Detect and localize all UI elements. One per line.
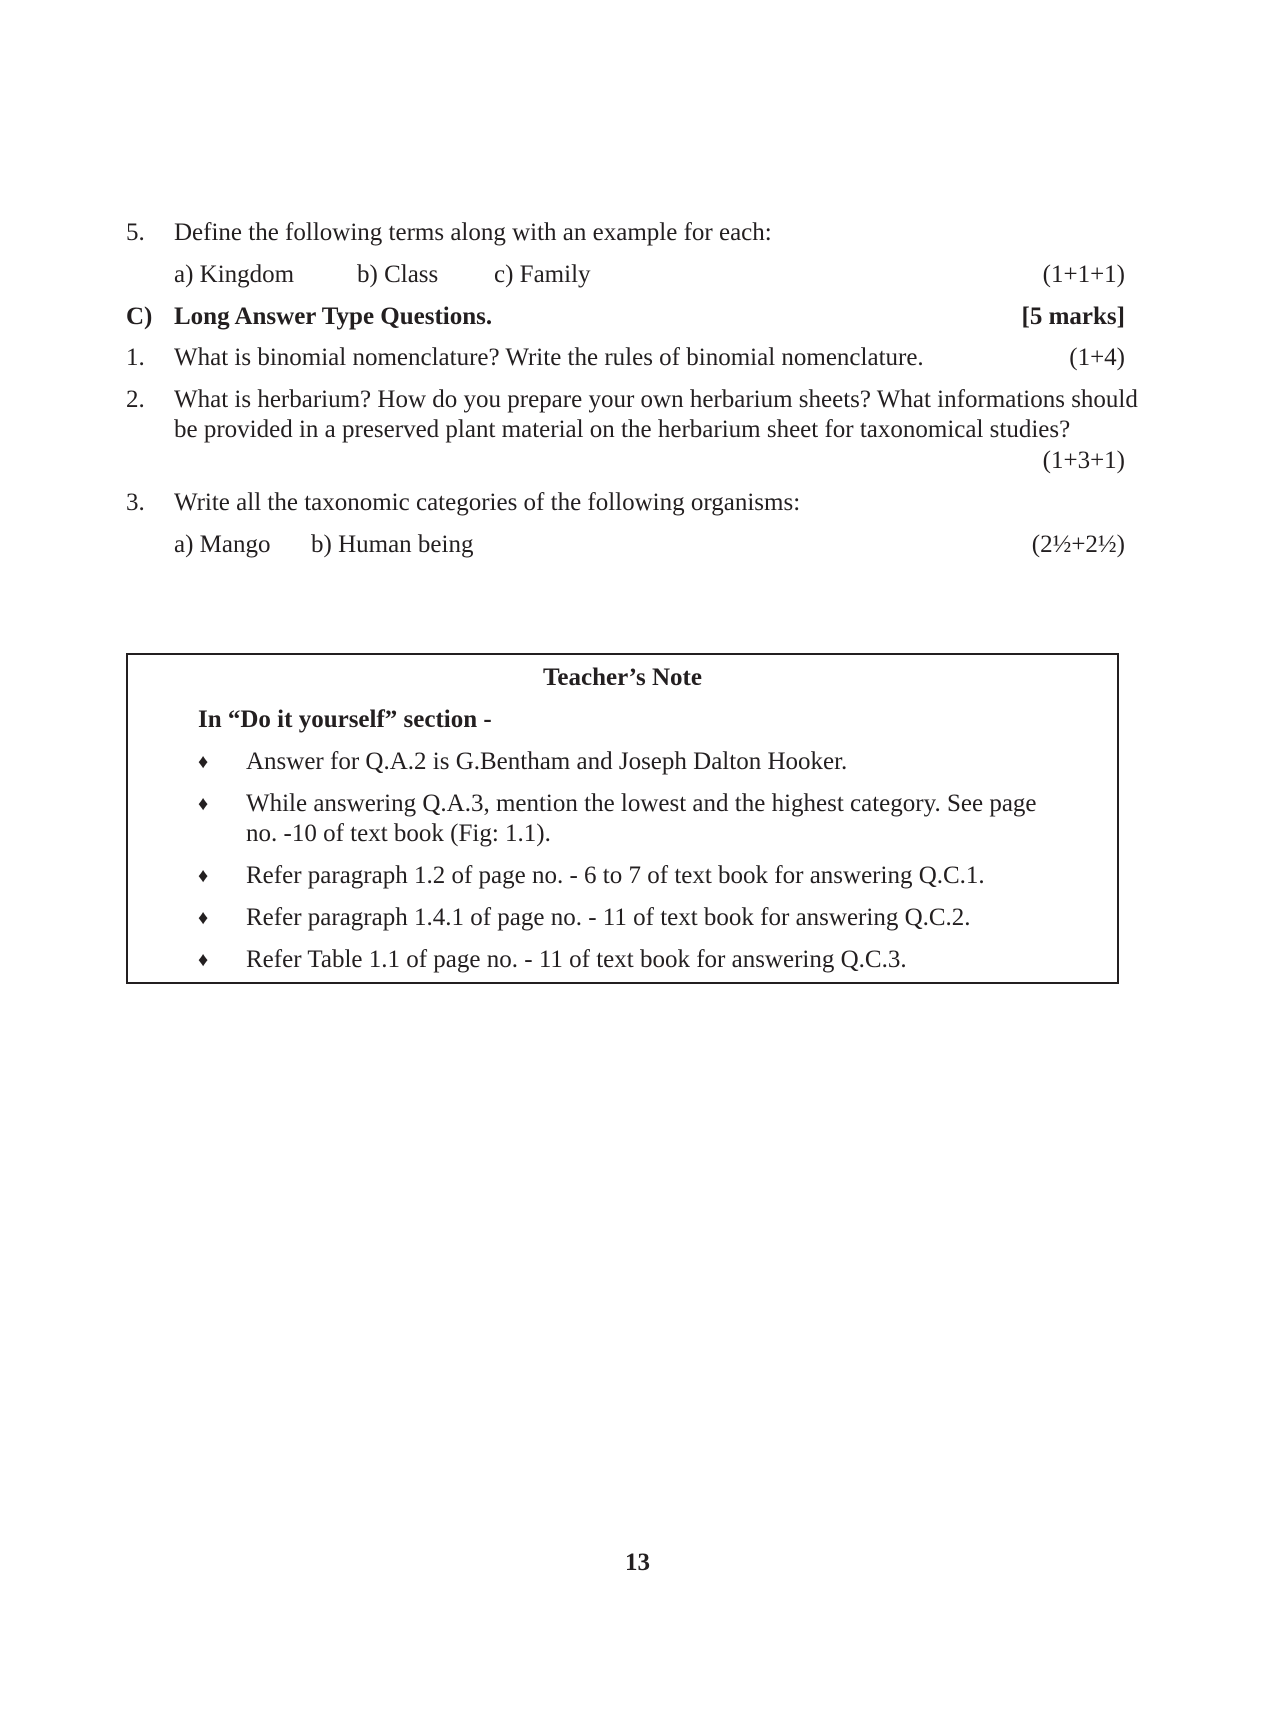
page-number: 13	[625, 1549, 650, 1576]
teachers-note-item-4: Refer paragraph 1.4.1 of page no. - 11 of text book for answering Q.C.2.	[246, 904, 971, 931]
diamond-bullet-icon: ♦	[198, 949, 209, 971]
teachers-note-subtitle: In “Do it yourself” section -	[198, 706, 492, 733]
diamond-bullet-icon: ♦	[198, 907, 209, 929]
teachers-note-item-3: Refer paragraph 1.2 of page no. - 6 to 7 of text book for answering Q.C.1.	[246, 862, 985, 889]
question-5-text: Define the following terms along with an example for each:	[174, 219, 772, 246]
question-c3-text: Write all the taxonomic categories of the following organisms:	[174, 489, 801, 516]
question-c3-option-a: a) Mango	[174, 531, 271, 558]
question-c3-option-b: b) Human being	[311, 531, 474, 558]
section-c-label: C)	[126, 303, 153, 330]
question-c1-marks: (1+4)	[1069, 344, 1125, 371]
section-c-marks: [5 marks]	[1021, 303, 1125, 330]
teachers-note-box	[126, 653, 1119, 984]
question-5-option-a: a) Kingdom	[174, 261, 295, 288]
diamond-bullet-icon: ♦	[198, 751, 209, 773]
question-c2-marks: (1+3+1)	[1042, 447, 1125, 474]
teachers-note-item-2-line-1: While answering Q.A.3, mention the lowest and the highest category. See page	[246, 790, 1037, 817]
question-c2-number: 2.	[126, 386, 145, 413]
diamond-bullet-icon: ♦	[198, 865, 209, 887]
teachers-note-item-2-line-2: no. -10 of text book (Fig: 1.1).	[246, 820, 551, 847]
diamond-bullet-icon: ♦	[198, 793, 209, 815]
section-c-title: Long Answer Type Questions.	[174, 303, 493, 330]
question-c1-number: 1.	[126, 344, 145, 371]
question-5-number: 5.	[126, 219, 145, 246]
question-c1-text: What is binomial nomenclature? Write the rules of binomial nomenclature.	[174, 344, 924, 371]
question-c3-number: 3.	[126, 489, 145, 516]
teachers-note-title: Teacher’s Note	[543, 664, 702, 691]
question-c3-marks: (2½+2½)	[1031, 531, 1125, 558]
question-c2-text-line-1: What is herbarium? How do you prepare your own herbarium sheets? What informations should	[174, 386, 1138, 413]
question-5-option-c: c) Family	[494, 261, 591, 288]
question-5-option-b: b) Class	[357, 261, 439, 288]
question-5-marks: (1+1+1)	[1042, 261, 1125, 288]
teachers-note-item-5: Refer Table 1.1 of page no. - 11 of text book for answering Q.C.3.	[246, 946, 907, 973]
question-c2-text-line-2: be provided in a preserved plant material on the herbarium sheet for taxonomical studies?	[174, 416, 1071, 443]
teachers-note-item-1: Answer for Q.A.2 is G.Bentham and Joseph Dalton Hooker.	[246, 748, 848, 775]
